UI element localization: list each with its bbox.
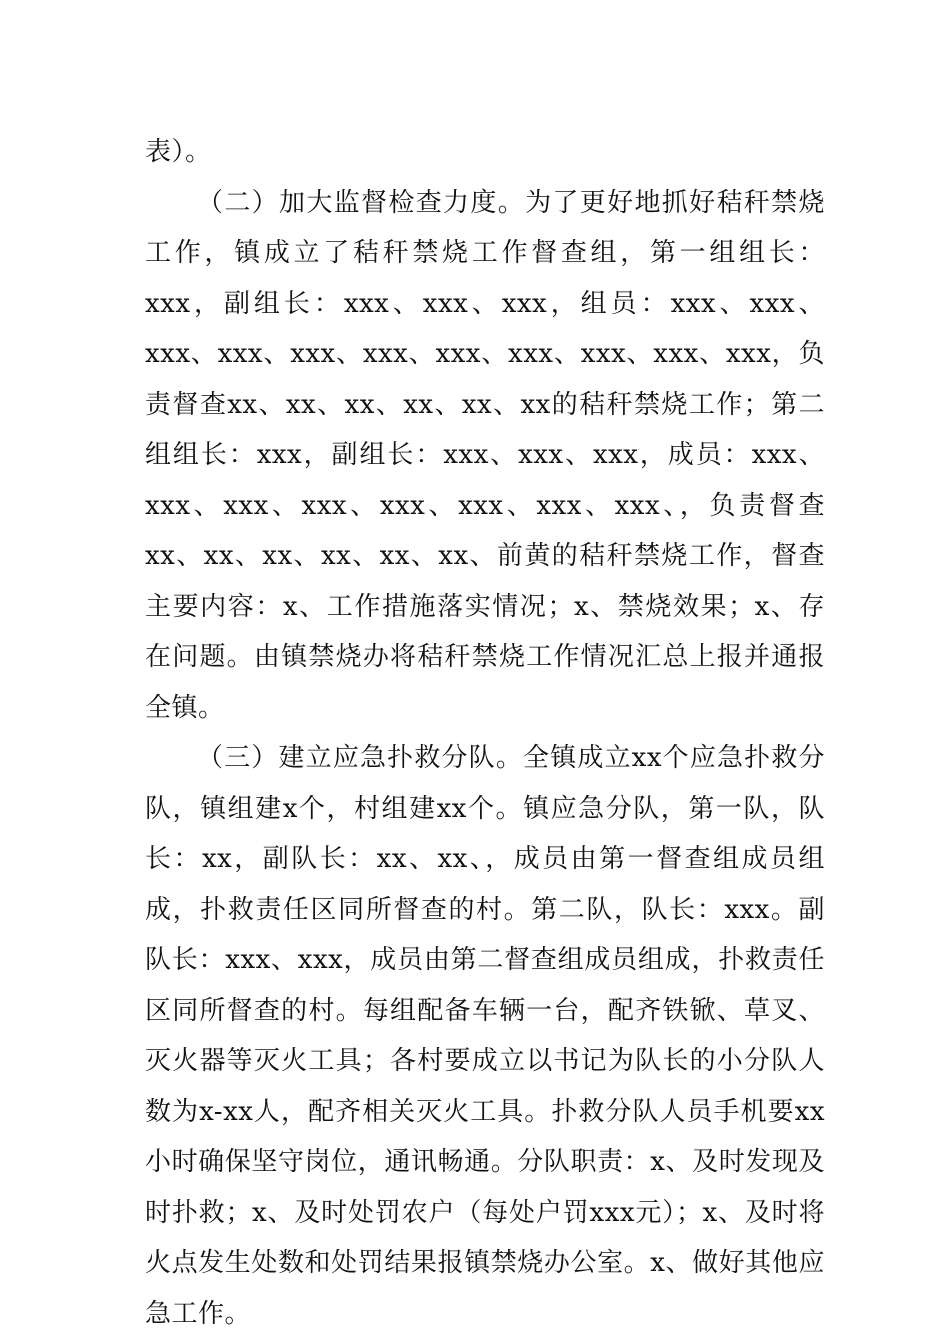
paragraph-supervision: （二）加大监督检查力度。为了更好地抓好秸秆禁烧工作，镇成立了秸秆禁烧工作督查组，第一组组长：xxx，副组长：xxx、xxx、xxx，组员：xxx、xxx、xxx、xxx、xxx、xxx、xxx、xxx、xxx、xxx、xxx，负责督查xx、xx、xx、xx、xx、xx的秸秆禁烧工作；第二组组长：xxx，副组长：xxx、xxx、xxx，成员：xxx、xxx、xxx、xxx、xxx、xxx、xxx、xxx、，负责督查xx、xx、xx、xx、xx、xx、前黄的秸秆禁烧工作，督查主要内容：x、工作措施落实情况；x、禁烧效果；x、存在问题。由镇禁烧办将秸秆禁烧工作情况汇总上报并通报全镇。 bbox=[145, 187, 825, 723]
paragraph-continuation: 表）。 bbox=[145, 137, 212, 167]
paragraph-emergency-team: （三）建立应急扑救分队。全镇成立xx个应急扑救分队，镇组建x个，村组建xx个。镇应急分队，第一队，队长：xx，副队长：xx、xx、，成员由第一督查组成员组成，扑救责任区同所督查的村。第二队，队长：xxx。副队长：xxx、xxx，成员由第二督查组成员组成，扑救责任区同所督查的村。每组配备车辆一台，配齐铁锨、草叉、灭火器等灭火工具；各村要成立以书记为队长的小分队人数为x-xx人，配齐相关灭火工具。扑救分队人员手机要xx小时确保坚守岗位，通讯畅通。分队职责：x、及时发现及时扑救；x、及时处罚农户（每处户罚xxx元）；x、及时将火点发生处数和处罚结果报镇禁烧办公室。x、做好其他应急工作。 bbox=[145, 743, 825, 1329]
document-body bbox=[145, 127, 825, 1339]
